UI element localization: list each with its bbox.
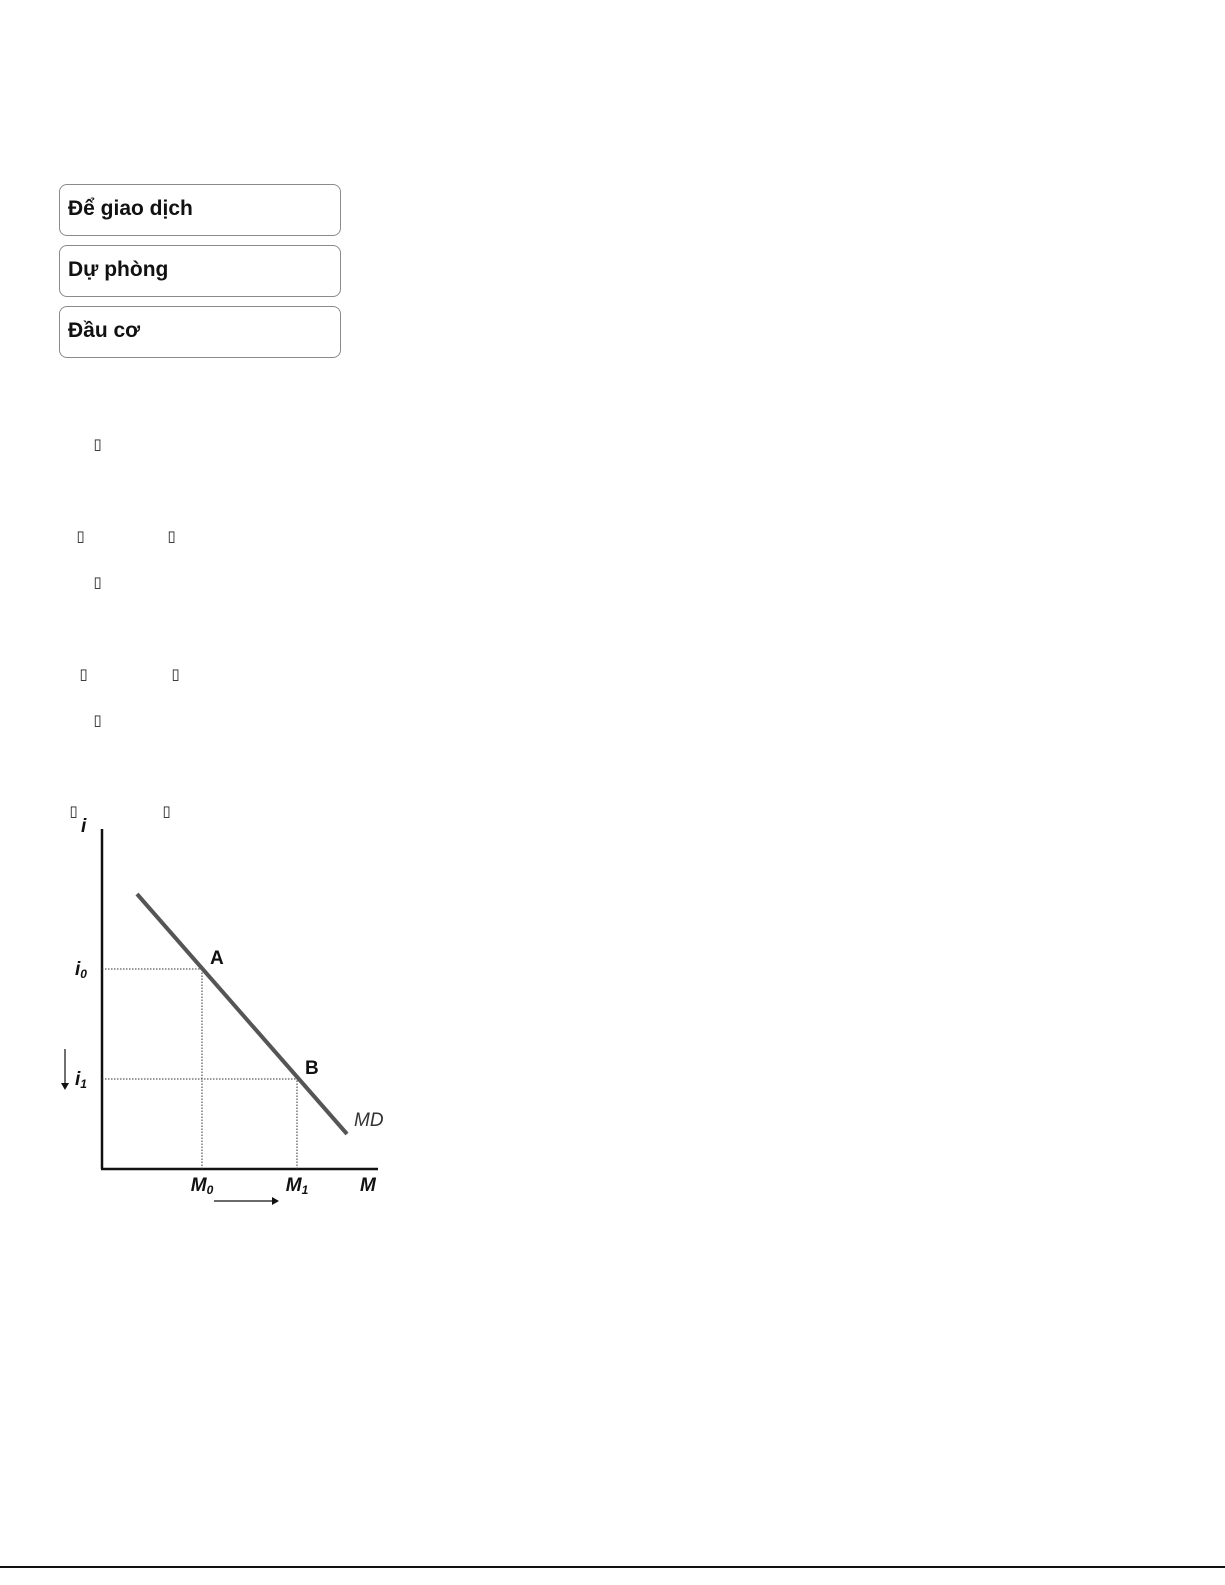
motive-label: Đầu cơ	[68, 319, 141, 342]
motive-label: Để giao dịch	[68, 197, 193, 220]
down-arrow-head	[61, 1083, 69, 1090]
missing-glyph-2: ▯	[76, 527, 85, 545]
missing-glyph-1: ▯	[93, 435, 102, 453]
missing-glyph-3: ▯	[167, 527, 176, 545]
y-axis-label: i	[81, 816, 87, 837]
x-tick-label-1: M1	[285, 1175, 309, 1197]
right-arrow-head	[272, 1197, 279, 1205]
missing-glyph-5: ▯	[79, 665, 88, 683]
x-tick-label-0: M0	[190, 1175, 214, 1197]
x-axis-label: M	[360, 1175, 376, 1196]
md-curve-label: MD	[354, 1110, 384, 1131]
y-tick-label-1: i1	[75, 1069, 87, 1091]
point-a-label: A	[210, 948, 224, 969]
missing-glyph-6: ▯	[171, 665, 180, 683]
missing-glyph-8: ▯	[69, 802, 78, 820]
footer-rule	[0, 1566, 1225, 1568]
point-b-label: B	[305, 1058, 319, 1079]
missing-glyph-4: ▯	[93, 573, 102, 591]
md-curve	[137, 894, 347, 1134]
missing-glyph-7: ▯	[93, 711, 102, 729]
motive-label: Dự phòng	[68, 258, 169, 281]
missing-glyph-9: ▯	[162, 802, 171, 820]
y-tick-label-0: i0	[75, 959, 87, 981]
